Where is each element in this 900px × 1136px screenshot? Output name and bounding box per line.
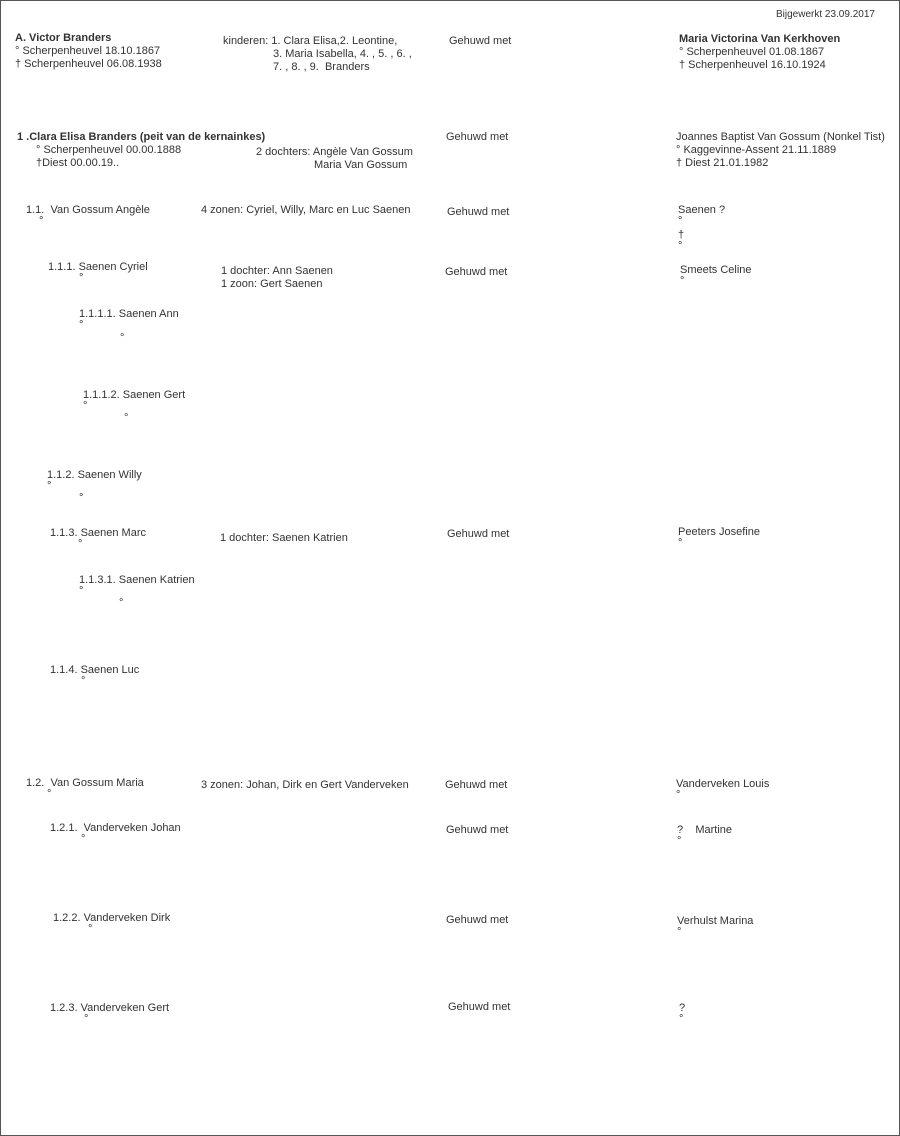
children-list: Maria Van Gossum — [314, 159, 408, 171]
person-birth: ° — [88, 923, 93, 935]
spouse-name: ? — [679, 1002, 686, 1014]
spouse-birth: ° Scherpenheuvel 01.08.1867 — [679, 46, 825, 58]
person-birth: ° — [79, 585, 84, 597]
spouse-name: Smeets Celine — [680, 264, 752, 276]
person-mark: ° — [119, 597, 124, 609]
person-name: 1.2.3. Vanderveken Gert — [50, 1002, 170, 1014]
person-name: 1.1.3.1. Saenen Katrien — [79, 574, 195, 586]
children-list: 4 zonen: Cyriel, Willy, Marc en Luc Saenen — [201, 204, 411, 216]
spouse-name: Peeters Josefine — [678, 526, 760, 538]
person-birth: ° — [78, 538, 83, 550]
person-mark: ° — [124, 412, 129, 424]
children-list: 1 zoon: Gert Saenen — [221, 278, 323, 290]
married-label: Gehuwd met — [446, 824, 509, 836]
spouse-death: † Diest 21.01.1982 — [676, 157, 769, 169]
updated-date: Bijgewerkt 23.09.2017 — [776, 9, 875, 20]
married-label: Gehuwd met — [446, 914, 509, 926]
person-name: 1.1.2. Saenen Willy — [47, 469, 142, 481]
person-name: 1.1.1. Saenen Cyriel — [48, 261, 148, 273]
spouse-birth: ° — [676, 789, 681, 801]
person-birth: ° — [81, 675, 86, 687]
spouse-birth: ° — [678, 215, 683, 227]
spouse-name: Joannes Baptist Van Gossum (Nonkel Tist) — [676, 131, 885, 143]
spouse-name: ? Martine — [677, 824, 733, 836]
spouse-birth: ° — [677, 926, 682, 938]
spouse-death: † Scherpenheuvel 16.10.1924 — [679, 59, 826, 71]
married-label: Gehuwd met — [449, 35, 512, 47]
person-birth: ° — [47, 788, 52, 800]
spouse-birth: ° — [680, 275, 685, 287]
person-birth: ° — [84, 1013, 89, 1025]
person-mark: ° — [79, 492, 84, 504]
person-birth: ° Scherpenheuvel 00.00.1888 — [36, 144, 182, 156]
person-death: † Scherpenheuvel 06.08.1938 — [15, 58, 162, 70]
person-name: 1.1.1.1. Saenen Ann — [79, 308, 179, 320]
children-list: 3. Maria Isabella, 4. , 5. , 6. , — [273, 48, 412, 60]
person-birth: ° Scherpenheuvel 18.10.1867 — [15, 45, 161, 57]
person-birth: ° — [79, 272, 84, 284]
spouse-birth: ° — [678, 537, 683, 549]
married-label: Gehuwd met — [445, 266, 508, 278]
spouse-birth: ° — [679, 1013, 684, 1025]
spouse-name: Saenen ? — [678, 204, 726, 216]
married-label: Gehuwd met — [447, 206, 510, 218]
person-name: 1.2. Van Gossum Maria — [26, 777, 144, 789]
person-name: 1.1.3. Saenen Marc — [50, 527, 147, 539]
spouse-mark: ° — [678, 240, 683, 252]
person-name: 1.1. Van Gossum Angèle — [26, 204, 150, 216]
person-death: †Diest 00.00.19.. — [36, 157, 120, 169]
person-name: 1.2.1. Vanderveken Johan — [50, 822, 181, 834]
spouse-name: Verhulst Marina — [677, 915, 754, 927]
person-name: 1.2.2. Vanderveken Dirk — [53, 912, 171, 924]
spouse-death: † — [678, 229, 685, 241]
children-list: 1 dochter: Saenen Katrien — [220, 532, 348, 544]
married-label: Gehuwd met — [448, 1001, 511, 1013]
spouse-name: Maria Victorina Van Kerkhoven — [679, 33, 841, 45]
person-birth: ° — [81, 833, 86, 845]
person-birth: ° — [39, 215, 44, 227]
spouse-birth: ° — [677, 835, 682, 847]
children-list: 7. , 8. , 9. Branders — [273, 61, 370, 73]
person-name: A. Victor Branders — [15, 32, 112, 44]
spouse-name: Vanderveken Louis — [676, 778, 770, 790]
person-birth: ° — [79, 319, 84, 331]
children-list: 2 dochters: Angèle Van Gossum — [256, 146, 413, 158]
married-label: Gehuwd met — [445, 779, 508, 791]
children-list: 3 zonen: Johan, Dirk en Gert Vanderveken — [201, 779, 409, 791]
children-list: 1 dochter: Ann Saenen — [221, 265, 333, 277]
person-name: 1.1.1.2. Saenen Gert — [83, 389, 186, 401]
person-name: 1.1.4. Saenen Luc — [50, 664, 140, 676]
married-label: Gehuwd met — [447, 528, 510, 540]
person-birth: ° — [83, 400, 88, 412]
person-name: 1 .Clara Elisa Branders (peit van de kernainkes) — [17, 131, 266, 143]
children-list: kinderen: 1. Clara Elisa,2. Leontine, — [223, 35, 398, 47]
spouse-birth: ° Kaggevinne-Assent 21.11.1889 — [676, 144, 837, 156]
married-label: Gehuwd met — [446, 131, 509, 143]
person-mark: ° — [120, 332, 125, 344]
person-birth: ° — [47, 480, 52, 492]
